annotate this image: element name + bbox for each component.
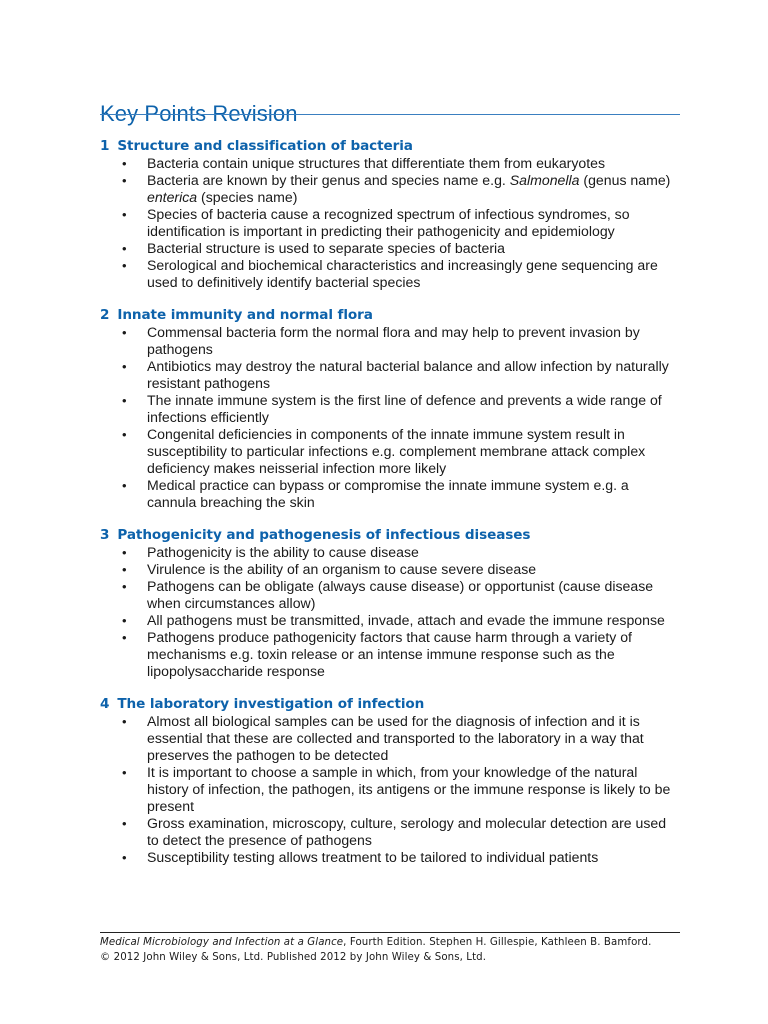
bullet-text: Almost all biological samples can be used for the diagnosis of infection and it is essential that these are collected and transported to the laboratory in a way that preserves the pathogen to be detected [147,713,644,763]
bullet-dot-icon: • [122,613,127,628]
bullet-text: It is important to choose a sample in which, from your knowledge of the natural history of infection, the pathogen, its antigens or the immune response is likely to be present [147,764,671,814]
bullet-item [100,358,680,392]
bullet-dot-icon: • [122,427,127,442]
section-number: 4 [100,696,110,712]
section-number: 3 [100,527,110,543]
bullet-dot-icon: • [122,714,127,729]
bullet-item [100,324,680,358]
italic-term: Salmonella [509,172,580,188]
bullet-dot-icon: • [122,545,127,560]
section-title: Innate immunity and normal flora [117,307,373,323]
footer-rule [100,932,680,933]
section-1 [100,138,680,291]
footer [100,935,690,965]
bullet-item [100,561,680,578]
italic-term: enterica [147,189,198,205]
bullet-item [100,392,680,426]
title-rule [100,114,680,115]
footer-citation-rest: , Fourth Edition. Stephen H. Gillespie, Kathleen B. Bamford. [343,937,652,948]
section-number: 1 [100,138,110,154]
bullet-item [100,578,680,612]
bullet-list [100,713,680,866]
bullet-dot-icon: • [122,393,127,408]
bullet-list [100,155,680,291]
bullet-dot-icon: • [122,765,127,780]
bullet-text: Serological and biochemical characteristics and increasingly gene sequencing are used to definitively identify bacterial species [147,257,658,290]
bullet-dot-icon: • [122,207,127,222]
bullet-dot-icon: • [122,816,127,831]
bullet-item [100,240,680,257]
bullet-item [100,206,680,240]
bullet-dot-icon: • [122,156,127,171]
bullet-dot-icon: • [122,562,127,577]
bullet-item [100,764,680,815]
bullet-item [100,629,680,680]
bullet-item [100,155,680,172]
bullet-dot-icon: • [122,579,127,594]
bullet-text: Bacteria are known by their genus and species name e.g. [147,172,510,188]
bullet-text: All pathogens must be transmitted, invade, attach and evade the immune response [147,612,665,628]
bullet-item [100,849,680,866]
bullet-dot-icon: • [122,630,127,645]
bullet-text: Congenital deficiencies in components of the innate immune system result in susceptibility to particular infections e.g. complement membrane attack complex deficiency makes neisserial infection more likely [147,426,646,476]
bullet-list [100,544,680,680]
footer-book-title: Medical Microbiology and Infection at a Glance [100,937,344,948]
bullet-text: Bacterial structure is used to separate species of bacteria [147,240,506,256]
section-4 [100,696,680,866]
bullet-dot-icon: • [122,478,127,493]
bullet-text: Susceptibility testing allows treatment to be tailored to individual patients [147,849,599,865]
section-number: 2 [100,307,110,323]
bullet-text: (species name) [197,189,298,205]
bullet-text: Bacteria contain unique structures that differentiate them from eukaryotes [147,155,606,171]
bullet-item [100,426,680,477]
bullet-dot-icon: • [122,241,127,256]
section-heading [100,307,680,324]
bullet-item [100,815,680,849]
bullet-item [100,612,680,629]
bullet-text: Medical practice can bypass or compromise the innate immune system e.g. a cannula breaching the skin [147,477,629,510]
bullet-dot-icon: • [122,258,127,273]
section-3 [100,527,680,680]
bullet-dot-icon: • [122,359,127,374]
bullet-list [100,324,680,511]
bullet-item [100,257,680,291]
bullet-text: Gross examination, microscopy, culture, serology and molecular detection are used to detect the presence of pathogens [147,815,667,848]
bullet-text: Pathogens can be obligate (always cause disease) or opportunist (cause disease when circumstances allow) [147,578,654,611]
bullet-text: Antibiotics may destroy the natural bacterial balance and allow infection by naturally resistant pathogens [147,358,669,391]
bullet-dot-icon: • [122,173,127,188]
section-2 [100,307,680,511]
bullet-text: Commensal bacteria form the normal flora and may help to prevent invasion by pathogens [147,324,640,357]
bullet-dot-icon: • [122,325,127,340]
footer-citation [100,935,690,950]
bullet-text: Pathogenicity is the ability to cause disease [147,544,419,560]
section-title: Structure and classification of bacteria [117,138,413,154]
section-title: Pathogenicity and pathogenesis of infectious diseases [117,527,531,543]
bullet-dot-icon: • [122,850,127,865]
bullet-item [100,713,680,764]
bullet-item [100,172,680,206]
bullet-text: Virulence is the ability of an organism to cause severe disease [147,561,537,577]
bullet-item [100,544,680,561]
section-heading [100,138,680,155]
section-heading [100,527,680,544]
bullet-text: Pathogens produce pathogenicity factors that cause harm through a variety of mechanisms e.g. toxin release or an intense immune response such as the lipopolysaccharide response [147,629,632,679]
section-title: The laboratory investigation of infection [117,696,425,712]
bullet-text: Species of bacteria cause a recognized spectrum of infectious syndromes, so identification is important in predicting their pathogenicity and epidemiology [147,206,630,239]
bullet-text: The innate immune system is the first line of defence and prevents a wide range of infections efficiently [147,392,662,425]
bullet-text: (genus name) [579,172,671,188]
content [100,138,680,882]
bullet-item [100,477,680,511]
footer-copyright: © 2012 John Wiley & Sons, Ltd. Published 2012 by John Wiley & Sons, Ltd. [100,952,487,963]
section-heading [100,696,680,713]
page-title: Key Points Revision [100,100,298,126]
